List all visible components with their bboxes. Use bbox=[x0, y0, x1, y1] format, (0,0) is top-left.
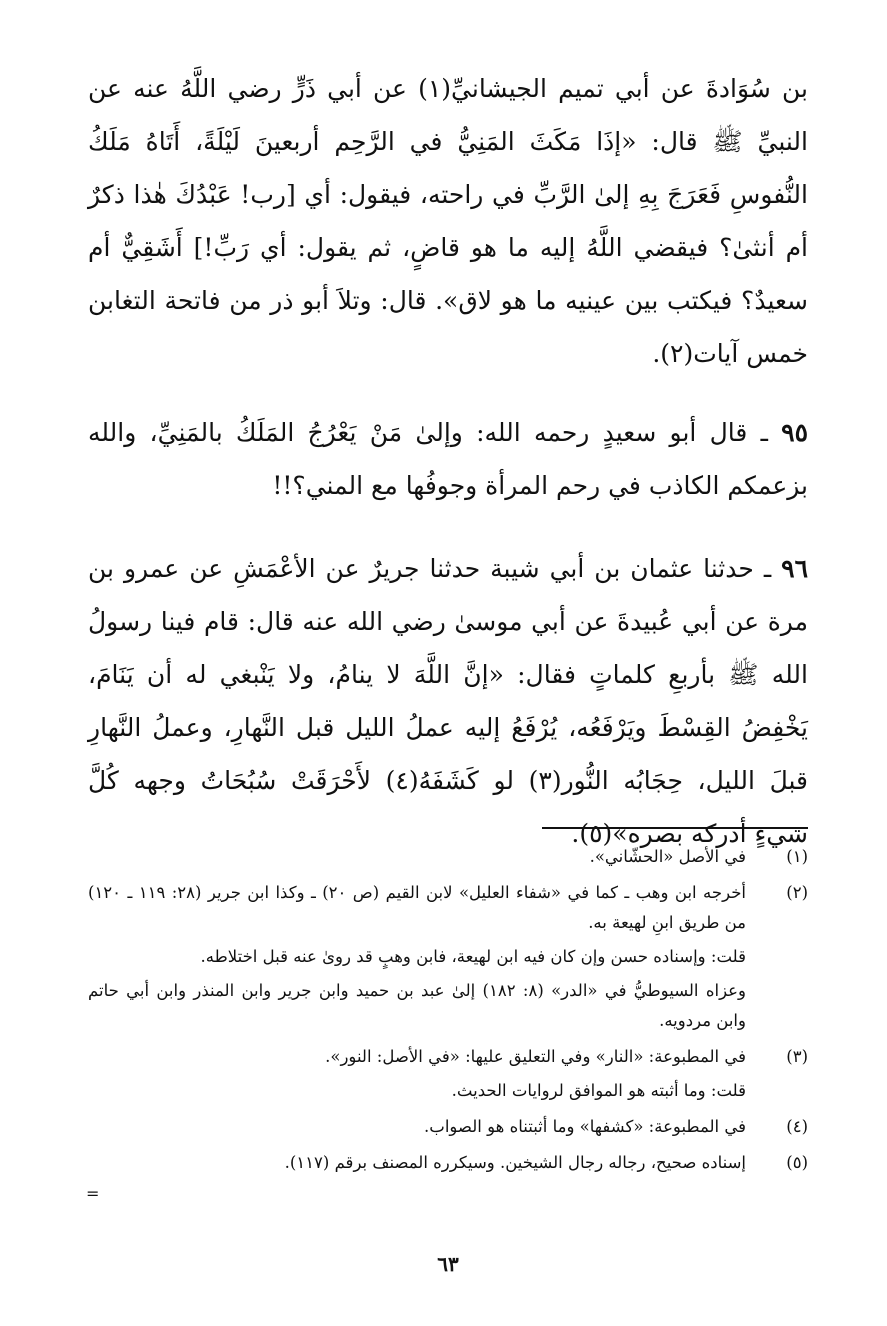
footnote-text: قلت: وإسناده حسن وإن كان فيه ابن لهيعة، فابن وهبٍ قد روىٰ عنه قبل اختلاطه. bbox=[200, 947, 746, 966]
book-page bbox=[88, 62, 808, 1282]
footnote-number: (١) bbox=[786, 847, 808, 866]
footnote-text: وعزاه السيوطيُّ في «الدر» (٨: ١٨٢) إلىٰ عبد بن حميد وابن جرير وابن المنذر وابن أبي حاتم وابن مردويه. bbox=[88, 981, 746, 1030]
footnote-5 bbox=[88, 1148, 808, 1178]
footnote-body bbox=[88, 1112, 746, 1142]
footnote-body bbox=[88, 1148, 746, 1178]
body-paragraph-95 bbox=[88, 406, 808, 512]
hadith-text-95: ـ قال أبو سعيدٍ رحمه الله: وإلىٰ مَنْ يَعْرُجُ المَلَكُ بالمَنِيِّ، والله بزعمكم الكاذب في رحم المرأة وجوفُها مع المني؟!! bbox=[88, 418, 808, 500]
body-paragraph-continuation: بن سُوَادةَ عن أبي تميم الجيشانيِّ(١) عن أبي ذَرٍّ رضي اللَّهُ عنه عن النبيِّ ﷺ قال: «إذَا مَكَثَ المَنِيُّ في الرَّحِم أربعينَ لَيْلَةً، أَتَاهُ مَلَكُ النُّفوسِ فَعَرَجَ بِهِ إلىٰ الرَّبِّ في راحته، فيقول: أي [رب! عَبْدُكَ هٰذا ذكرٌ أم أنثىٰ؟ فيقضي اللَّهُ إليه ما هو قاضٍ، ثم يقول: أي رَبِّ!] أَشَقِيٌّ أم سعيدٌ؟ فيكتب بين عينيه ما هو لاق». قال: وتلاَ أبو ذر من فاتحة التغابن خمس آيات(٢). bbox=[88, 74, 808, 368]
page-number: ٦٣ bbox=[437, 1252, 459, 1276]
hadith-number-96: ٩٦ bbox=[781, 554, 808, 583]
footnote-number: (٢) bbox=[786, 883, 808, 902]
body-paragraph-96 bbox=[88, 542, 808, 860]
footnote-text: قلت: وما أثبته هو الموافق لروايات الحديث. bbox=[451, 1081, 746, 1100]
footnote-2 bbox=[88, 878, 808, 1036]
footnote-text: في المطبوعة: «كشفها» وما أثبتناه هو الصواب. bbox=[424, 1117, 746, 1136]
footnote-number: (٥) bbox=[786, 1153, 808, 1172]
footnote-4 bbox=[88, 1112, 808, 1142]
footnote-separator bbox=[542, 827, 808, 829]
footnote-number: (٣) bbox=[786, 1047, 808, 1066]
footnote-body bbox=[88, 878, 746, 1036]
footnote-text: إسناده صحيح، رجاله رجال الشيخين. وسيكرره المصنف برقم (١١٧). bbox=[284, 1153, 746, 1172]
footnote-text: في الأصل «الحشّاني». bbox=[589, 847, 746, 866]
continuation-mark: = bbox=[86, 1184, 100, 1203]
footnote-body bbox=[88, 842, 746, 872]
footnote-1 bbox=[88, 842, 808, 872]
footnote-text: في المطبوعة: «النار» وفي التعليق عليها: «في الأصل: النور». bbox=[325, 1047, 746, 1066]
hadith-text-96: ـ حدثنا عثمان بن أبي شيبة حدثنا جريرٌ عن الأعْمَشِ عن عمرو بن مرة عن أبي عُبيدةَ عن أبي موسىٰ رضي الله عنه قال: قام فينا رسولُ الله ﷺ بأربعِ كلماتٍ فقال: «إنَّ اللَّهَ لا ينامُ، ولا يَنْبغي له أن يَنَامَ، يَخْفِضُ القِسْطَ ويَرْفَعُه، يُرْفَعُ إليه عملُ الليل قبل النَّهارِ، وعملُ النَّهارِ قبلَ الليل، حِجَابُه النُّور(٣) لو كَشَفَهُ(٤) لأَحْرَقَتْ سُبُحَاتُ وجهه كُلَّ شيءٍ أدركه بصره»(٥). bbox=[88, 554, 808, 848]
footnote-number: (٤) bbox=[786, 1117, 808, 1136]
footnotes bbox=[88, 842, 808, 1184]
footnote-text: أخرجه ابن وهب ـ كما في «شفاء العليل» لابن القيم (ص ٢٠) ـ وكذا ابن جرير (٢٨: ١١٩ ـ ١٢٠) من طريق ابنِ لهيعة به. bbox=[88, 883, 746, 932]
footnote-body bbox=[88, 1042, 746, 1106]
hadith-number-95: ٩٥ bbox=[781, 418, 808, 447]
footnote-3 bbox=[88, 1042, 808, 1106]
